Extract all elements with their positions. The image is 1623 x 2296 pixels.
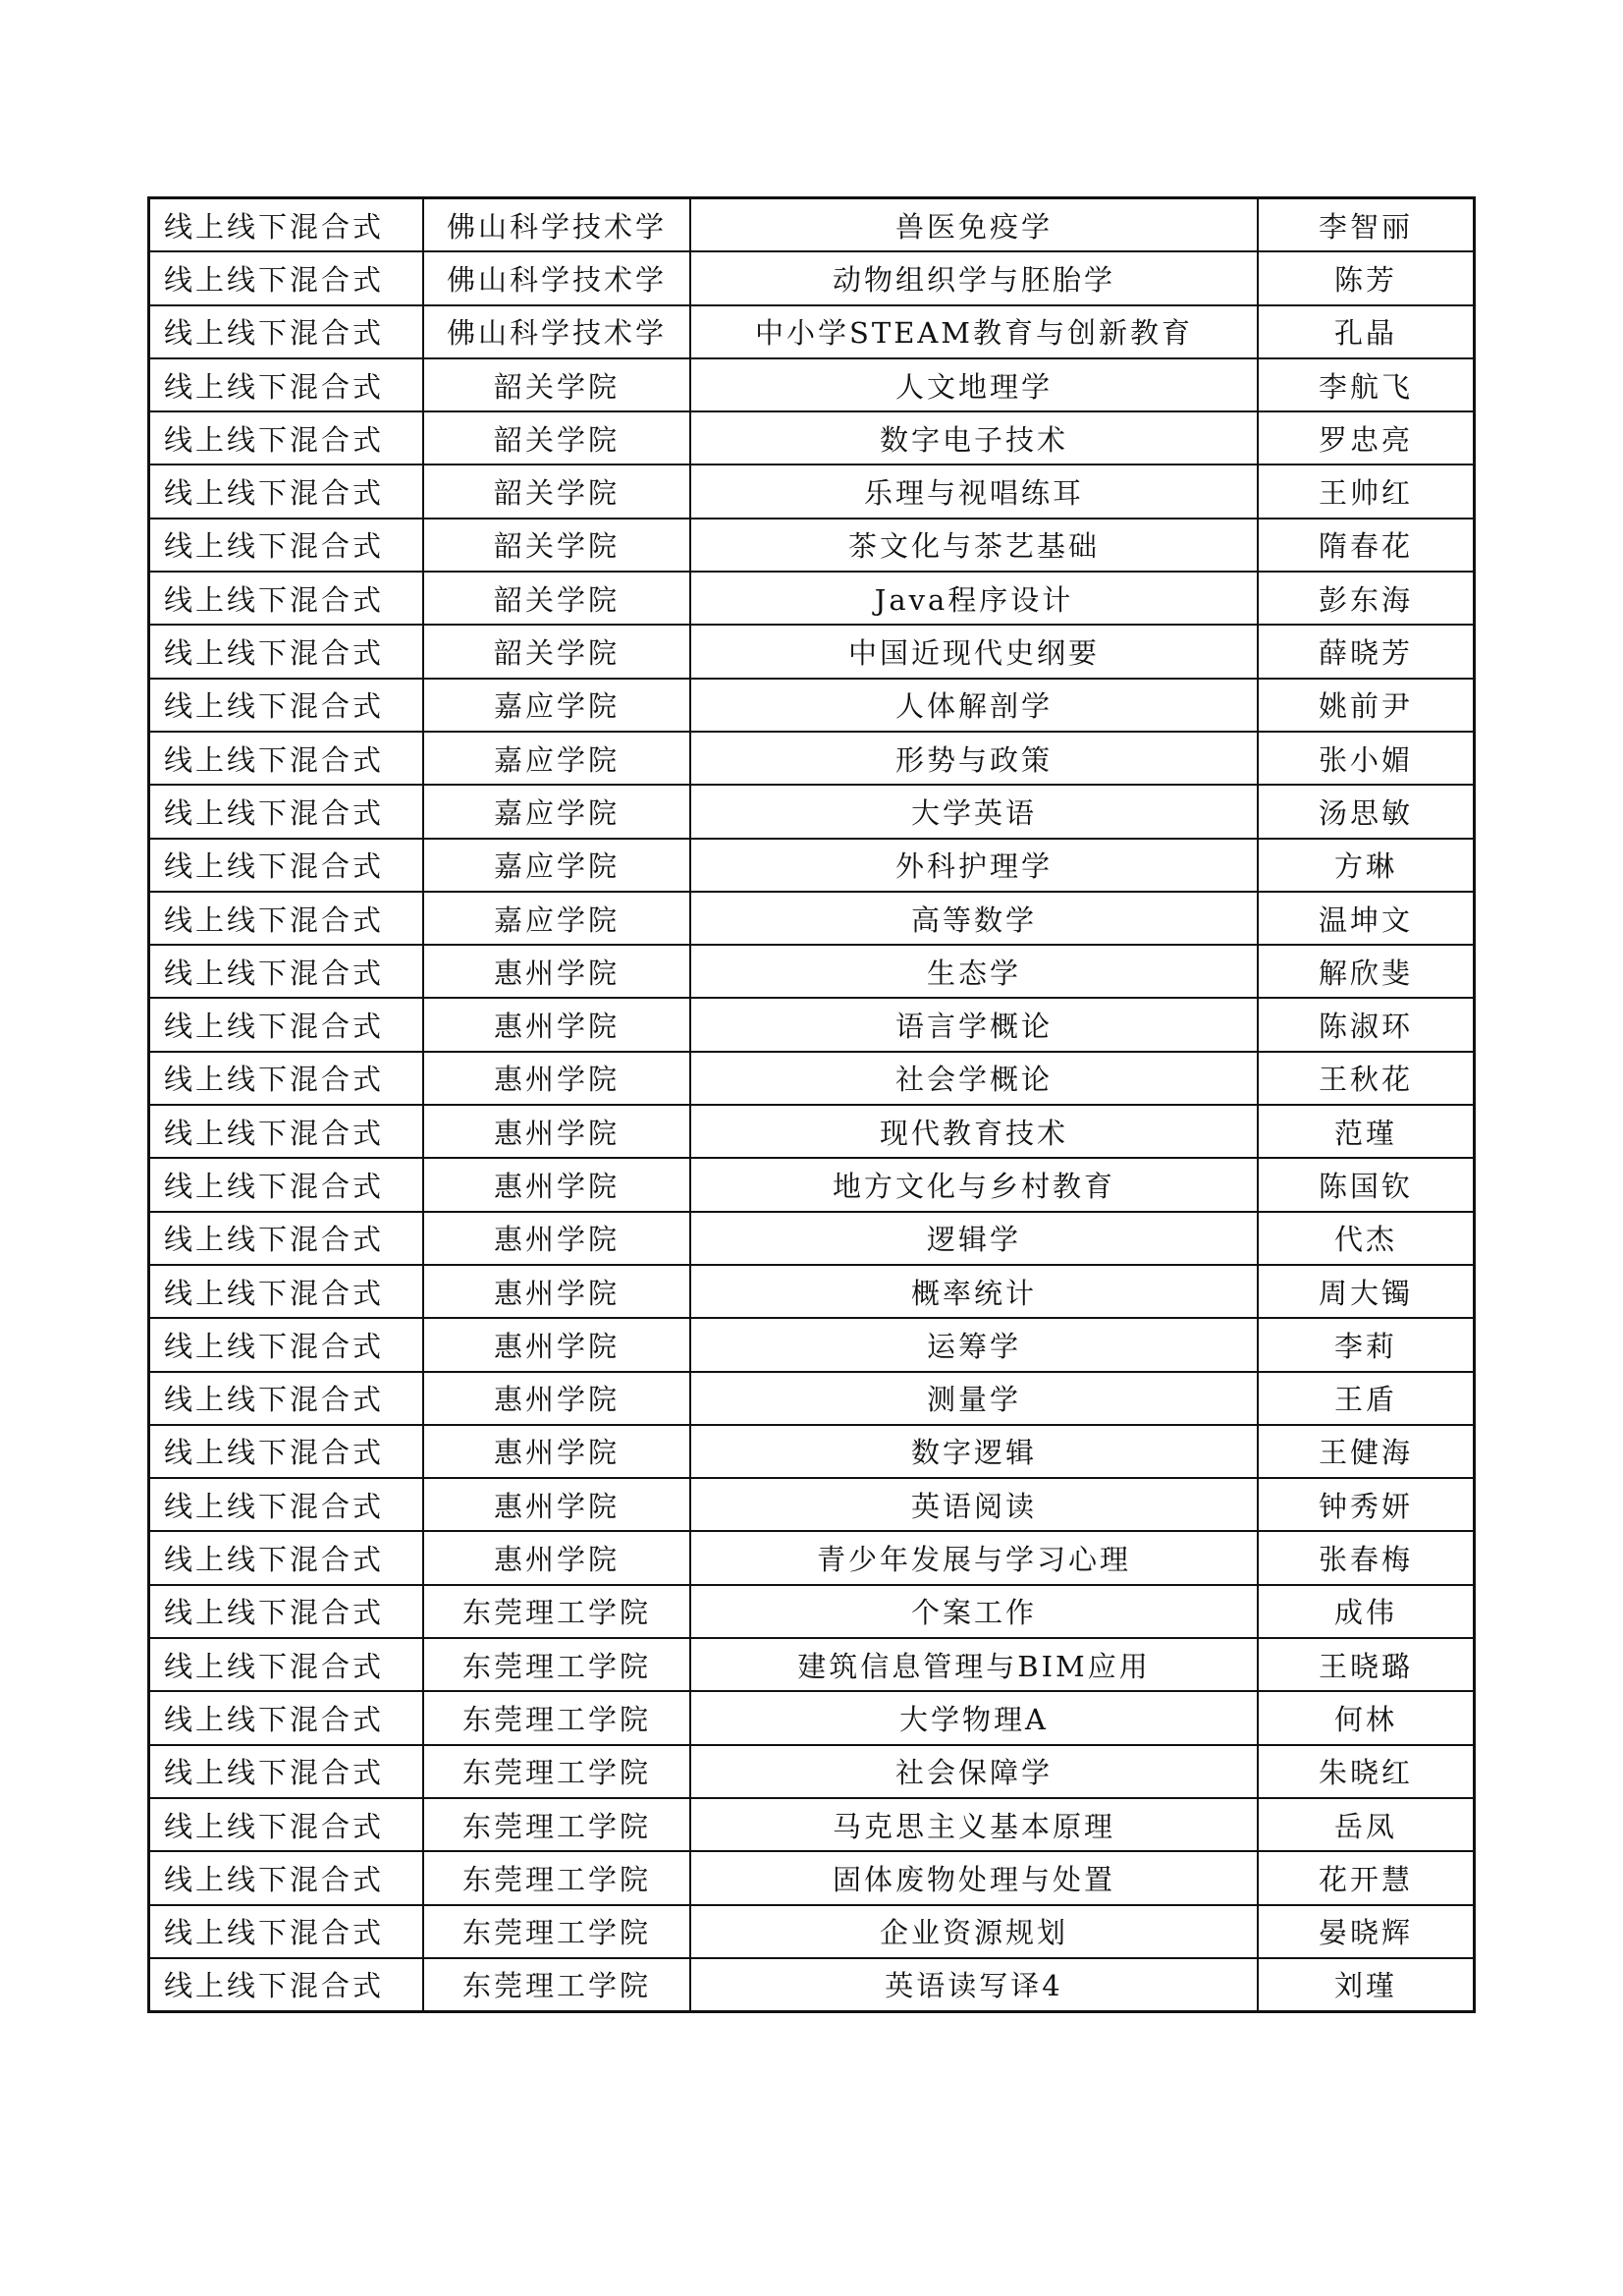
teacher-cell: 朱晓红 xyxy=(1258,1745,1475,1798)
school-cell: 东莞理工学院 xyxy=(423,1585,690,1638)
teacher-cell: 薛晓芳 xyxy=(1258,625,1475,678)
course-name-cell: 兽医免疫学 xyxy=(690,198,1258,252)
course-name-cell: 现代教育技术 xyxy=(690,1105,1258,1158)
course-type-cell: 线上线下混合式 xyxy=(149,1105,424,1158)
course-type-cell: 线上线下混合式 xyxy=(149,1851,424,1904)
course-table xyxy=(147,196,1476,2013)
school-cell: 东莞理工学院 xyxy=(423,1958,690,2012)
table-row xyxy=(149,1052,1475,1105)
table-row xyxy=(149,358,1475,411)
school-cell: 东莞理工学院 xyxy=(423,1745,690,1798)
teacher-cell: 隋春花 xyxy=(1258,519,1475,572)
teacher-cell: 汤思敏 xyxy=(1258,785,1475,838)
teacher-cell: 范瑾 xyxy=(1258,1105,1475,1158)
teacher-cell: 王晓璐 xyxy=(1258,1638,1475,1691)
course-name-cell: 个案工作 xyxy=(690,1585,1258,1638)
course-type-cell: 线上线下混合式 xyxy=(149,358,424,411)
course-table-body xyxy=(149,198,1475,2012)
course-type-cell: 线上线下混合式 xyxy=(149,1265,424,1318)
teacher-cell: 王帅红 xyxy=(1258,465,1475,518)
course-name-cell: 固体废物处理与处置 xyxy=(690,1851,1258,1904)
course-name-cell: 生态学 xyxy=(690,945,1258,998)
table-row xyxy=(149,1318,1475,1371)
school-cell: 嘉应学院 xyxy=(423,785,690,838)
table-row xyxy=(149,572,1475,625)
course-name-cell: 马克思主义基本原理 xyxy=(690,1798,1258,1851)
school-cell: 东莞理工学院 xyxy=(423,1638,690,1691)
course-name-cell: 企业资源规划 xyxy=(690,1905,1258,1958)
table-row xyxy=(149,625,1475,678)
table-row xyxy=(149,892,1475,945)
school-cell: 惠州学院 xyxy=(423,1318,690,1371)
school-cell: 嘉应学院 xyxy=(423,732,690,785)
teacher-cell: 张春梅 xyxy=(1258,1531,1475,1584)
teacher-cell: 陈国钦 xyxy=(1258,1158,1475,1211)
table-row xyxy=(149,1851,1475,1904)
teacher-cell: 钟秀妍 xyxy=(1258,1478,1475,1531)
table-row xyxy=(149,1105,1475,1158)
course-type-cell: 线上线下混合式 xyxy=(149,572,424,625)
table-row xyxy=(149,839,1475,892)
course-name-cell: 中小学STEAM教育与创新教育 xyxy=(690,305,1258,358)
school-cell: 韶关学院 xyxy=(423,465,690,518)
course-type-cell: 线上线下混合式 xyxy=(149,998,424,1051)
table-row xyxy=(149,1212,1475,1265)
course-type-cell: 线上线下混合式 xyxy=(149,411,424,465)
table-row xyxy=(149,1372,1475,1425)
school-cell: 东莞理工学院 xyxy=(423,1691,690,1744)
teacher-cell: 解欣斐 xyxy=(1258,945,1475,998)
teacher-cell: 陈淑环 xyxy=(1258,998,1475,1051)
school-cell: 韶关学院 xyxy=(423,358,690,411)
school-cell: 惠州学院 xyxy=(423,1425,690,1478)
course-name-cell: 动物组织学与胚胎学 xyxy=(690,251,1258,304)
teacher-cell: 李莉 xyxy=(1258,1318,1475,1371)
course-type-cell: 线上线下混合式 xyxy=(149,625,424,678)
table-row xyxy=(149,465,1475,518)
table-row xyxy=(149,1265,1475,1318)
school-cell: 嘉应学院 xyxy=(423,679,690,732)
teacher-cell: 孔晶 xyxy=(1258,305,1475,358)
table-row xyxy=(149,679,1475,732)
table-row xyxy=(149,1158,1475,1211)
course-type-cell: 线上线下混合式 xyxy=(149,1905,424,1958)
school-cell: 韶关学院 xyxy=(423,625,690,678)
table-row xyxy=(149,1691,1475,1744)
course-name-cell: 英语读写译4 xyxy=(690,1958,1258,2012)
teacher-cell: 周大镯 xyxy=(1258,1265,1475,1318)
table-row xyxy=(149,1425,1475,1478)
course-name-cell: 社会保障学 xyxy=(690,1745,1258,1798)
course-name-cell: 建筑信息管理与BIM应用 xyxy=(690,1638,1258,1691)
course-name-cell: 青少年发展与学习心理 xyxy=(690,1531,1258,1584)
course-name-cell: 语言学概论 xyxy=(690,998,1258,1051)
school-cell: 佛山科学技术学 xyxy=(423,305,690,358)
school-cell: 韶关学院 xyxy=(423,519,690,572)
course-type-cell: 线上线下混合式 xyxy=(149,1958,424,2012)
course-type-cell: 线上线下混合式 xyxy=(149,839,424,892)
teacher-cell: 王盾 xyxy=(1258,1372,1475,1425)
teacher-cell: 罗忠亮 xyxy=(1258,411,1475,465)
course-name-cell: 社会学概论 xyxy=(690,1052,1258,1105)
course-type-cell: 线上线下混合式 xyxy=(149,519,424,572)
school-cell: 惠州学院 xyxy=(423,1158,690,1211)
teacher-cell: 李智丽 xyxy=(1258,198,1475,252)
course-name-cell: 茶文化与茶艺基础 xyxy=(690,519,1258,572)
course-name-cell: 英语阅读 xyxy=(690,1478,1258,1531)
table-row xyxy=(149,785,1475,838)
school-cell: 惠州学院 xyxy=(423,1052,690,1105)
school-cell: 惠州学院 xyxy=(423,945,690,998)
teacher-cell: 花开慧 xyxy=(1258,1851,1475,1904)
school-cell: 佛山科学技术学 xyxy=(423,251,690,304)
school-cell: 惠州学院 xyxy=(423,998,690,1051)
course-name-cell: 数字电子技术 xyxy=(690,411,1258,465)
teacher-cell: 岳凤 xyxy=(1258,1798,1475,1851)
teacher-cell: 方琳 xyxy=(1258,839,1475,892)
teacher-cell: 姚前尹 xyxy=(1258,679,1475,732)
course-type-cell: 线上线下混合式 xyxy=(149,251,424,304)
school-cell: 惠州学院 xyxy=(423,1265,690,1318)
school-cell: 惠州学院 xyxy=(423,1478,690,1531)
table-row xyxy=(149,251,1475,304)
course-name-cell: 外科护理学 xyxy=(690,839,1258,892)
table-row xyxy=(149,305,1475,358)
course-type-cell: 线上线下混合式 xyxy=(149,1318,424,1371)
table-row xyxy=(149,411,1475,465)
table-row xyxy=(149,945,1475,998)
teacher-cell: 张小媚 xyxy=(1258,732,1475,785)
school-cell: 韶关学院 xyxy=(423,572,690,625)
school-cell: 佛山科学技术学 xyxy=(423,198,690,252)
course-name-cell: 测量学 xyxy=(690,1372,1258,1425)
course-name-cell: 乐理与视唱练耳 xyxy=(690,465,1258,518)
course-name-cell: 数字逻辑 xyxy=(690,1425,1258,1478)
table-row xyxy=(149,732,1475,785)
course-name-cell: 人文地理学 xyxy=(690,358,1258,411)
course-name-cell: 运筹学 xyxy=(690,1318,1258,1371)
course-type-cell: 线上线下混合式 xyxy=(149,892,424,945)
teacher-cell: 晏晓辉 xyxy=(1258,1905,1475,1958)
course-type-cell: 线上线下混合式 xyxy=(149,1638,424,1691)
school-cell: 惠州学院 xyxy=(423,1531,690,1584)
course-type-cell: 线上线下混合式 xyxy=(149,1585,424,1638)
course-type-cell: 线上线下混合式 xyxy=(149,465,424,518)
school-cell: 东莞理工学院 xyxy=(423,1851,690,1904)
teacher-cell: 李航飞 xyxy=(1258,358,1475,411)
table-row xyxy=(149,1958,1475,2012)
course-type-cell: 线上线下混合式 xyxy=(149,1372,424,1425)
course-type-cell: 线上线下混合式 xyxy=(149,679,424,732)
course-name-cell: 中国近现代史纲要 xyxy=(690,625,1258,678)
table-row xyxy=(149,519,1475,572)
table-row xyxy=(149,1638,1475,1691)
course-type-cell: 线上线下混合式 xyxy=(149,305,424,358)
teacher-cell: 何林 xyxy=(1258,1691,1475,1744)
school-cell: 韶关学院 xyxy=(423,411,690,465)
table-row xyxy=(149,1798,1475,1851)
course-type-cell: 线上线下混合式 xyxy=(149,1531,424,1584)
course-name-cell: 逻辑学 xyxy=(690,1212,1258,1265)
course-name-cell: 大学物理A xyxy=(690,1691,1258,1744)
course-type-cell: 线上线下混合式 xyxy=(149,198,424,252)
course-name-cell: 人体解剖学 xyxy=(690,679,1258,732)
course-type-cell: 线上线下混合式 xyxy=(149,732,424,785)
course-type-cell: 线上线下混合式 xyxy=(149,1052,424,1105)
table-row xyxy=(149,1585,1475,1638)
course-name-cell: Java程序设计 xyxy=(690,572,1258,625)
course-type-cell: 线上线下混合式 xyxy=(149,785,424,838)
table-row xyxy=(149,1478,1475,1531)
teacher-cell: 温坤文 xyxy=(1258,892,1475,945)
course-name-cell: 大学英语 xyxy=(690,785,1258,838)
course-type-cell: 线上线下混合式 xyxy=(149,1158,424,1211)
teacher-cell: 王秋花 xyxy=(1258,1052,1475,1105)
school-cell: 东莞理工学院 xyxy=(423,1798,690,1851)
table-row xyxy=(149,198,1475,252)
course-type-cell: 线上线下混合式 xyxy=(149,1798,424,1851)
course-name-cell: 高等数学 xyxy=(690,892,1258,945)
school-cell: 嘉应学院 xyxy=(423,839,690,892)
course-name-cell: 形势与政策 xyxy=(690,732,1258,785)
school-cell: 嘉应学院 xyxy=(423,892,690,945)
table-row xyxy=(149,1745,1475,1798)
school-cell: 惠州学院 xyxy=(423,1212,690,1265)
teacher-cell: 陈芳 xyxy=(1258,251,1475,304)
teacher-cell: 王健海 xyxy=(1258,1425,1475,1478)
course-type-cell: 线上线下混合式 xyxy=(149,1478,424,1531)
course-type-cell: 线上线下混合式 xyxy=(149,1691,424,1744)
course-type-cell: 线上线下混合式 xyxy=(149,1212,424,1265)
table-row xyxy=(149,1905,1475,1958)
teacher-cell: 彭东海 xyxy=(1258,572,1475,625)
course-name-cell: 地方文化与乡村教育 xyxy=(690,1158,1258,1211)
course-name-cell: 概率统计 xyxy=(690,1265,1258,1318)
teacher-cell: 刘瑾 xyxy=(1258,1958,1475,2012)
table-row xyxy=(149,998,1475,1051)
school-cell: 惠州学院 xyxy=(423,1372,690,1425)
course-type-cell: 线上线下混合式 xyxy=(149,945,424,998)
school-cell: 惠州学院 xyxy=(423,1105,690,1158)
course-type-cell: 线上线下混合式 xyxy=(149,1745,424,1798)
course-type-cell: 线上线下混合式 xyxy=(149,1425,424,1478)
school-cell: 东莞理工学院 xyxy=(423,1905,690,1958)
table-row xyxy=(149,1531,1475,1584)
teacher-cell: 代杰 xyxy=(1258,1212,1475,1265)
teacher-cell: 成伟 xyxy=(1258,1585,1475,1638)
